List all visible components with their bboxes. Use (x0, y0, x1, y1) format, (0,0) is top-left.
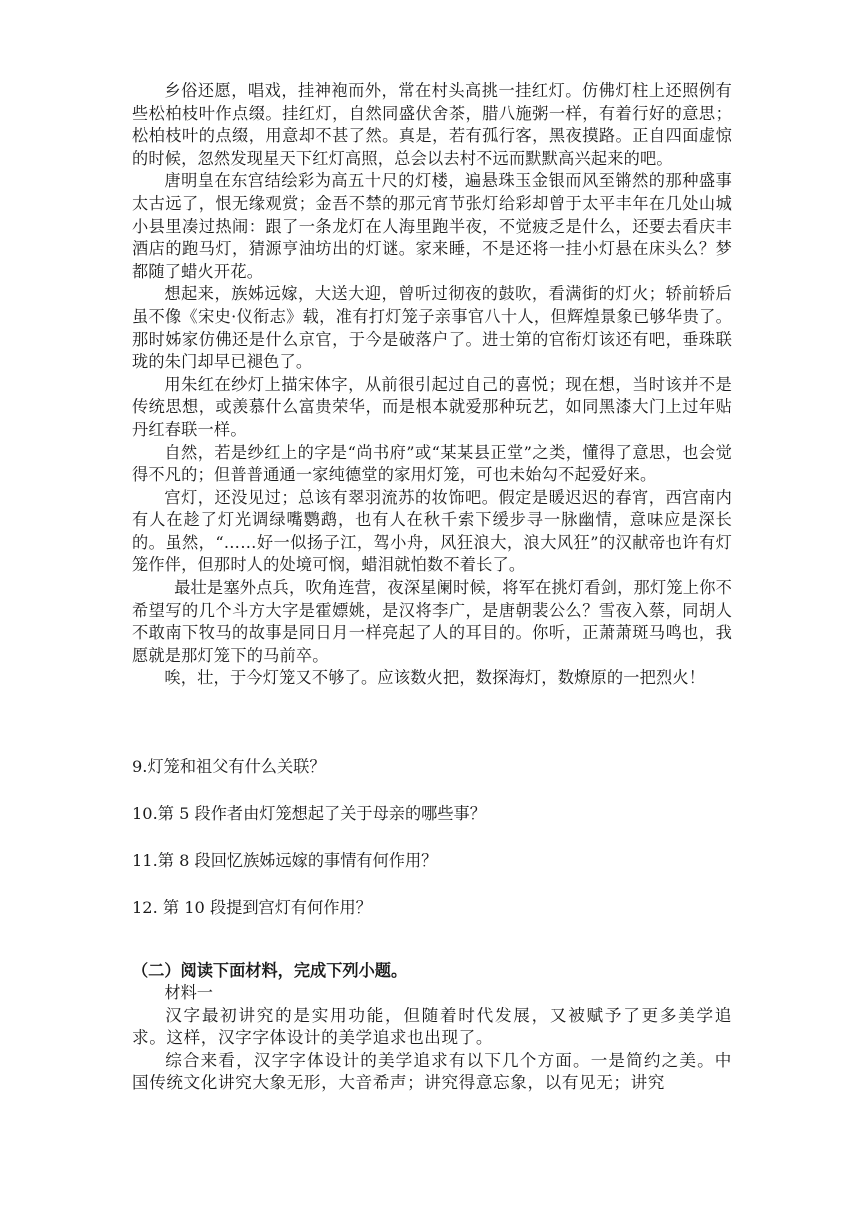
passage-paragraph: 想起来，族姊远嫁，大送大迎，曾听过彻夜的鼓吹，看满街的灯火；轿前轿后虽不像《宋史·仪衔志》载，准有打灯笼子亲事官八十人，但辉煌景象已够华贵了。那时姊家仿佛还是什么京官，于今是破落户了。进士第的官衔灯该还有吧，垂珠联珑的朱门却早已褪色了。 (132, 284, 732, 372)
passage-paragraph: 乡俗还愿，唱戏，挂神袍而外，常在村头高挑一挂红灯。仿佛灯柱上还照例有些松柏枝叶作点缀。挂红灯，自然同盛伏舍茶，腊八施粥一样，有着行好的意思；松柏枝叶的点缀，用意却不甚了然。真是，若有孤行客，黑夜摸路。正自四面虚惊的时候，忽然发现星天下红灯高照，总会以去村不远而默默高兴起来的吧。 (132, 81, 732, 168)
passage-paragraph: 宫灯，还没见过；总该有翠羽流苏的妆饰吧。假定是暖迟迟的春宵，西宫南内有人在趁了灯光调绿嘴鹦鹉，也有人在秋千索下缓步寻一脉幽情，意味应是深长的。虽然，“……好一似扬子江，驾小舟，风狂浪大，浪大风狂”的汉献帝也许有灯笼作伴，但那时人的处境可悯，蜡泪就怕数不着长了。 (132, 487, 732, 575)
question-item: 12. 第 10 段提到宫灯有何作用？ (132, 898, 372, 917)
material-paragraph: 汉字最初讲究的是实用功能，但随着时代发展，又被赋予了更多美学追求。这样，汉字字体设计的美学追求也出现了。 (132, 1005, 732, 1048)
material-label: 材料一 (164, 983, 213, 1002)
passage-paragraph: 唉，壮，于今灯笼又不够了。应该数火把，数探海灯，数燎原的一把烈火！ (164, 668, 706, 688)
question-item: 10.第 5 段作者由灯笼想起了关于母亲的哪些事？ (132, 804, 486, 823)
material-paragraph: 综合来看，汉字字体设计的美学追求有以下几个方面。一是简约之美。中国传统文化讲究大象无形，大音希声；讲究得意忘象，以有见无；讲究 (132, 1050, 732, 1093)
reading-passage (132, 80, 732, 690)
passage-paragraph: 用朱红在纱灯上描宋体字，从前很引起过自己的喜悦；现在想，当时该并不是传统思想，或羡慕什么富贵荣华，而是根本就爱那种玩艺，如同黑漆大门上过年贴丹红春联一样。 (132, 374, 732, 439)
section-two (132, 960, 732, 1095)
passage-paragraph: 自然，若是纱红上的字是“尚书府”或“某某县正堂”之类，懂得了意思，也会觉得不凡的；但普普通通一家纯德堂的家用灯笼，可也未始勾不起爱好来。 (132, 442, 732, 485)
section-title: （二）阅读下面材料，完成下列小题。 (132, 961, 408, 980)
question-item: 11.第 8 段回忆族姊远嫁的事情有何作用？ (132, 851, 438, 870)
passage-paragraph: 最壮是塞外点兵，吹角连营，夜深星阑时候，将军在挑灯看剑，那灯笼上你不希望写的几个斗方大字是霍嫖姚，是汉将李广，是唐朝裴公么？雪夜入蔡，同胡人不敢南下牧马的故事是同日月一样亮起了人的耳目的。你听，正萧萧斑马鸣也，我愿就是那灯笼下的马前卒。 (132, 578, 732, 665)
passage-paragraph: 唐明皇在东宫结绘彩为高五十尺的灯楼，遍悬珠玉金银而风至锵然的那种盛事太古远了，恨无缘观赏；金吾不禁的那元宵节张灯给彩却曾于太平丰年在几处山城小县里凑过热闹：跟了一条龙灯在人海里跑半夜，不觉疲乏是什么，还要去看庆丰酒店的跑马灯，猜源亨油坊出的灯谜。家来睡，不是还将一挂小灯悬在床头么？梦都随了蜡火开花。 (132, 171, 732, 281)
question-item: 9.灯笼和祖父有什么关联？ (132, 757, 326, 776)
